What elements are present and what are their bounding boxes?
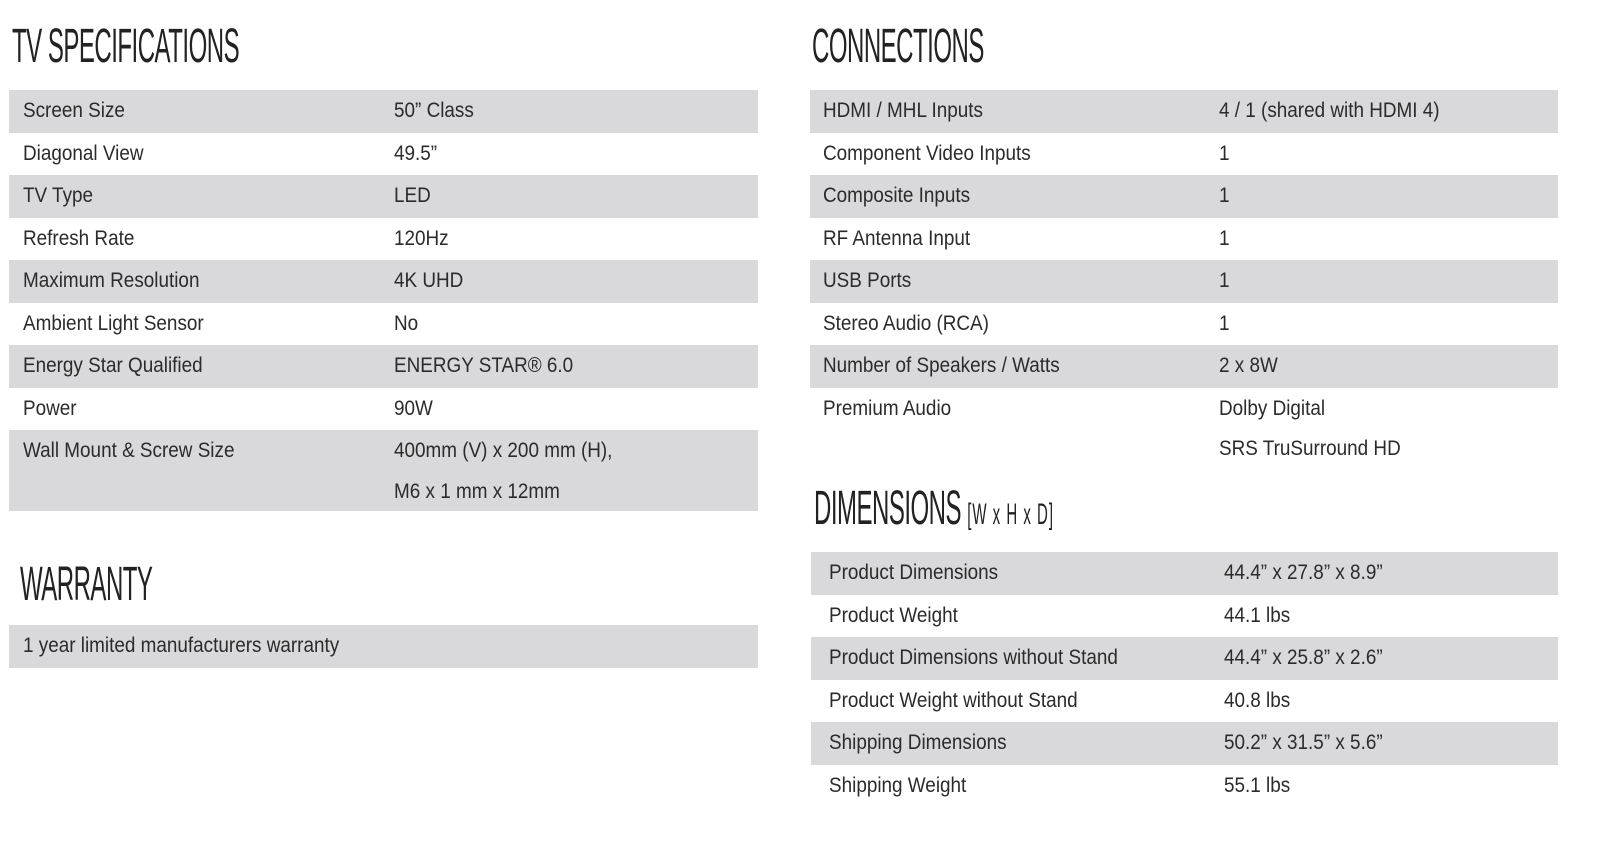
spec-row-maximum-resolution: [9, 260, 758, 303]
spec-value-line: 400mm (V) x 200 mm (H),: [394, 439, 613, 462]
connection-value: 4 / 1 (shared with HDMI 4): [1219, 99, 1440, 122]
connections-table: [810, 90, 1558, 472]
connection-row-usb: [810, 260, 1558, 303]
connection-label: HDMI / MHL Inputs: [823, 99, 983, 122]
spec-value: ENERGY STAR® 6.0: [394, 354, 574, 377]
connection-row-composite: [810, 175, 1558, 218]
connection-value: 1: [1219, 269, 1230, 292]
spec-row-wall-mount: [9, 430, 758, 511]
spec-row-tv-type: [9, 175, 758, 218]
spec-row-energy-star: [9, 345, 758, 388]
dimensions-title-text: DIMENSIONS: [814, 482, 962, 535]
connection-value: 2 x 8W: [1219, 354, 1278, 377]
spec-value: 50” Class: [394, 99, 474, 122]
connection-row-speakers: [810, 345, 1558, 388]
dimension-row-product-dimensions: [811, 552, 1558, 595]
connection-row-hdmi-mhl: [810, 90, 1558, 133]
warranty-text: 1 year limited manufacturers warranty: [23, 634, 340, 657]
dimensions-table: [811, 552, 1558, 807]
spec-value: 4K UHD: [394, 269, 464, 292]
warranty-title: WARRANTY: [20, 558, 153, 611]
connection-value-line: SRS TruSurround HD: [1219, 437, 1401, 460]
spec-label: Refresh Rate: [23, 226, 135, 250]
connection-label: Composite Inputs: [823, 184, 971, 207]
spec-value: LED: [394, 184, 431, 207]
warranty-table: [9, 625, 758, 668]
spec-row-ambient-light-sensor: [9, 303, 758, 346]
dimension-label: Product Weight: [829, 603, 958, 627]
connection-value: 1: [1219, 311, 1230, 335]
dimension-value: 40.8 lbs: [1224, 688, 1291, 712]
dimensions-subtitle: [W x H x D]: [967, 498, 1055, 531]
spec-label: TV Type: [23, 184, 94, 207]
connection-row-premium-audio: [810, 388, 1558, 472]
connection-label: Premium Audio: [823, 396, 952, 420]
connection-value: 1: [1219, 184, 1230, 207]
dimension-label: Shipping Weight: [829, 773, 967, 797]
dimension-label: Product Dimensions: [829, 561, 999, 584]
tv-specifications-title: TV SPECIFICATIONS: [12, 20, 240, 73]
dimension-label: Shipping Dimensions: [829, 731, 1007, 754]
spec-label: Ambient Light Sensor: [23, 311, 204, 335]
dimension-row-weight-without-stand: [811, 680, 1558, 723]
dimension-label: Product Dimensions without Stand: [829, 646, 1118, 669]
dimensions-title: [814, 482, 1054, 542]
spec-row-refresh-rate: [9, 218, 758, 261]
spec-value: 49.5”: [394, 141, 438, 165]
warranty-row: [9, 625, 758, 668]
spec-label: Energy Star Qualified: [23, 354, 203, 377]
dimension-row-shipping-dimensions: [811, 722, 1558, 765]
dimension-label: Product Weight without Stand: [829, 688, 1078, 712]
dimension-row-product-weight: [811, 595, 1558, 638]
connection-row-stereo-audio: [810, 303, 1558, 346]
dimension-row-dimensions-without-stand: [811, 637, 1558, 680]
spec-label: Maximum Resolution: [23, 269, 200, 292]
connection-row-rf-antenna: [810, 218, 1558, 261]
connection-value: 1: [1219, 141, 1230, 165]
connection-label: Component Video Inputs: [823, 141, 1031, 165]
dimension-row-shipping-weight: [811, 765, 1558, 808]
connection-value-line: Dolby Digital: [1219, 396, 1326, 420]
connection-label: RF Antenna Input: [823, 226, 971, 250]
dimension-value: 44.1 lbs: [1224, 603, 1291, 627]
dimension-value: 44.4” x 25.8” x 2.6”: [1224, 646, 1383, 669]
connection-label: USB Ports: [823, 269, 912, 292]
spec-value: No: [394, 311, 419, 335]
spec-label: Diagonal View: [23, 141, 144, 165]
dimension-value: 55.1 lbs: [1224, 773, 1291, 797]
connections-title: CONNECTIONS: [812, 20, 984, 73]
dimension-value: 50.2” x 31.5” x 5.6”: [1224, 731, 1383, 754]
connection-value: [1219, 388, 1401, 469]
spec-value: 90W: [394, 396, 433, 420]
spec-label: Wall Mount & Screw Size: [23, 439, 235, 462]
spec-value: [394, 430, 612, 511]
spec-label: Power: [23, 396, 77, 420]
dimension-value: 44.4” x 27.8” x 8.9”: [1224, 561, 1383, 584]
spec-value-line: M6 x 1 mm x 12mm: [394, 479, 560, 503]
spec-row-screen-size: [9, 90, 758, 133]
spec-row-diagonal-view: [9, 133, 758, 176]
connection-value: 1: [1219, 226, 1230, 250]
connection-label: Stereo Audio (RCA): [823, 311, 989, 335]
spec-row-power: [9, 388, 758, 431]
spec-label: Screen Size: [23, 99, 125, 122]
connection-row-component-video: [810, 133, 1558, 176]
connection-label: Number of Speakers / Watts: [823, 354, 1060, 377]
spec-value: 120Hz: [394, 226, 449, 250]
tv-specifications-table: [9, 90, 758, 511]
